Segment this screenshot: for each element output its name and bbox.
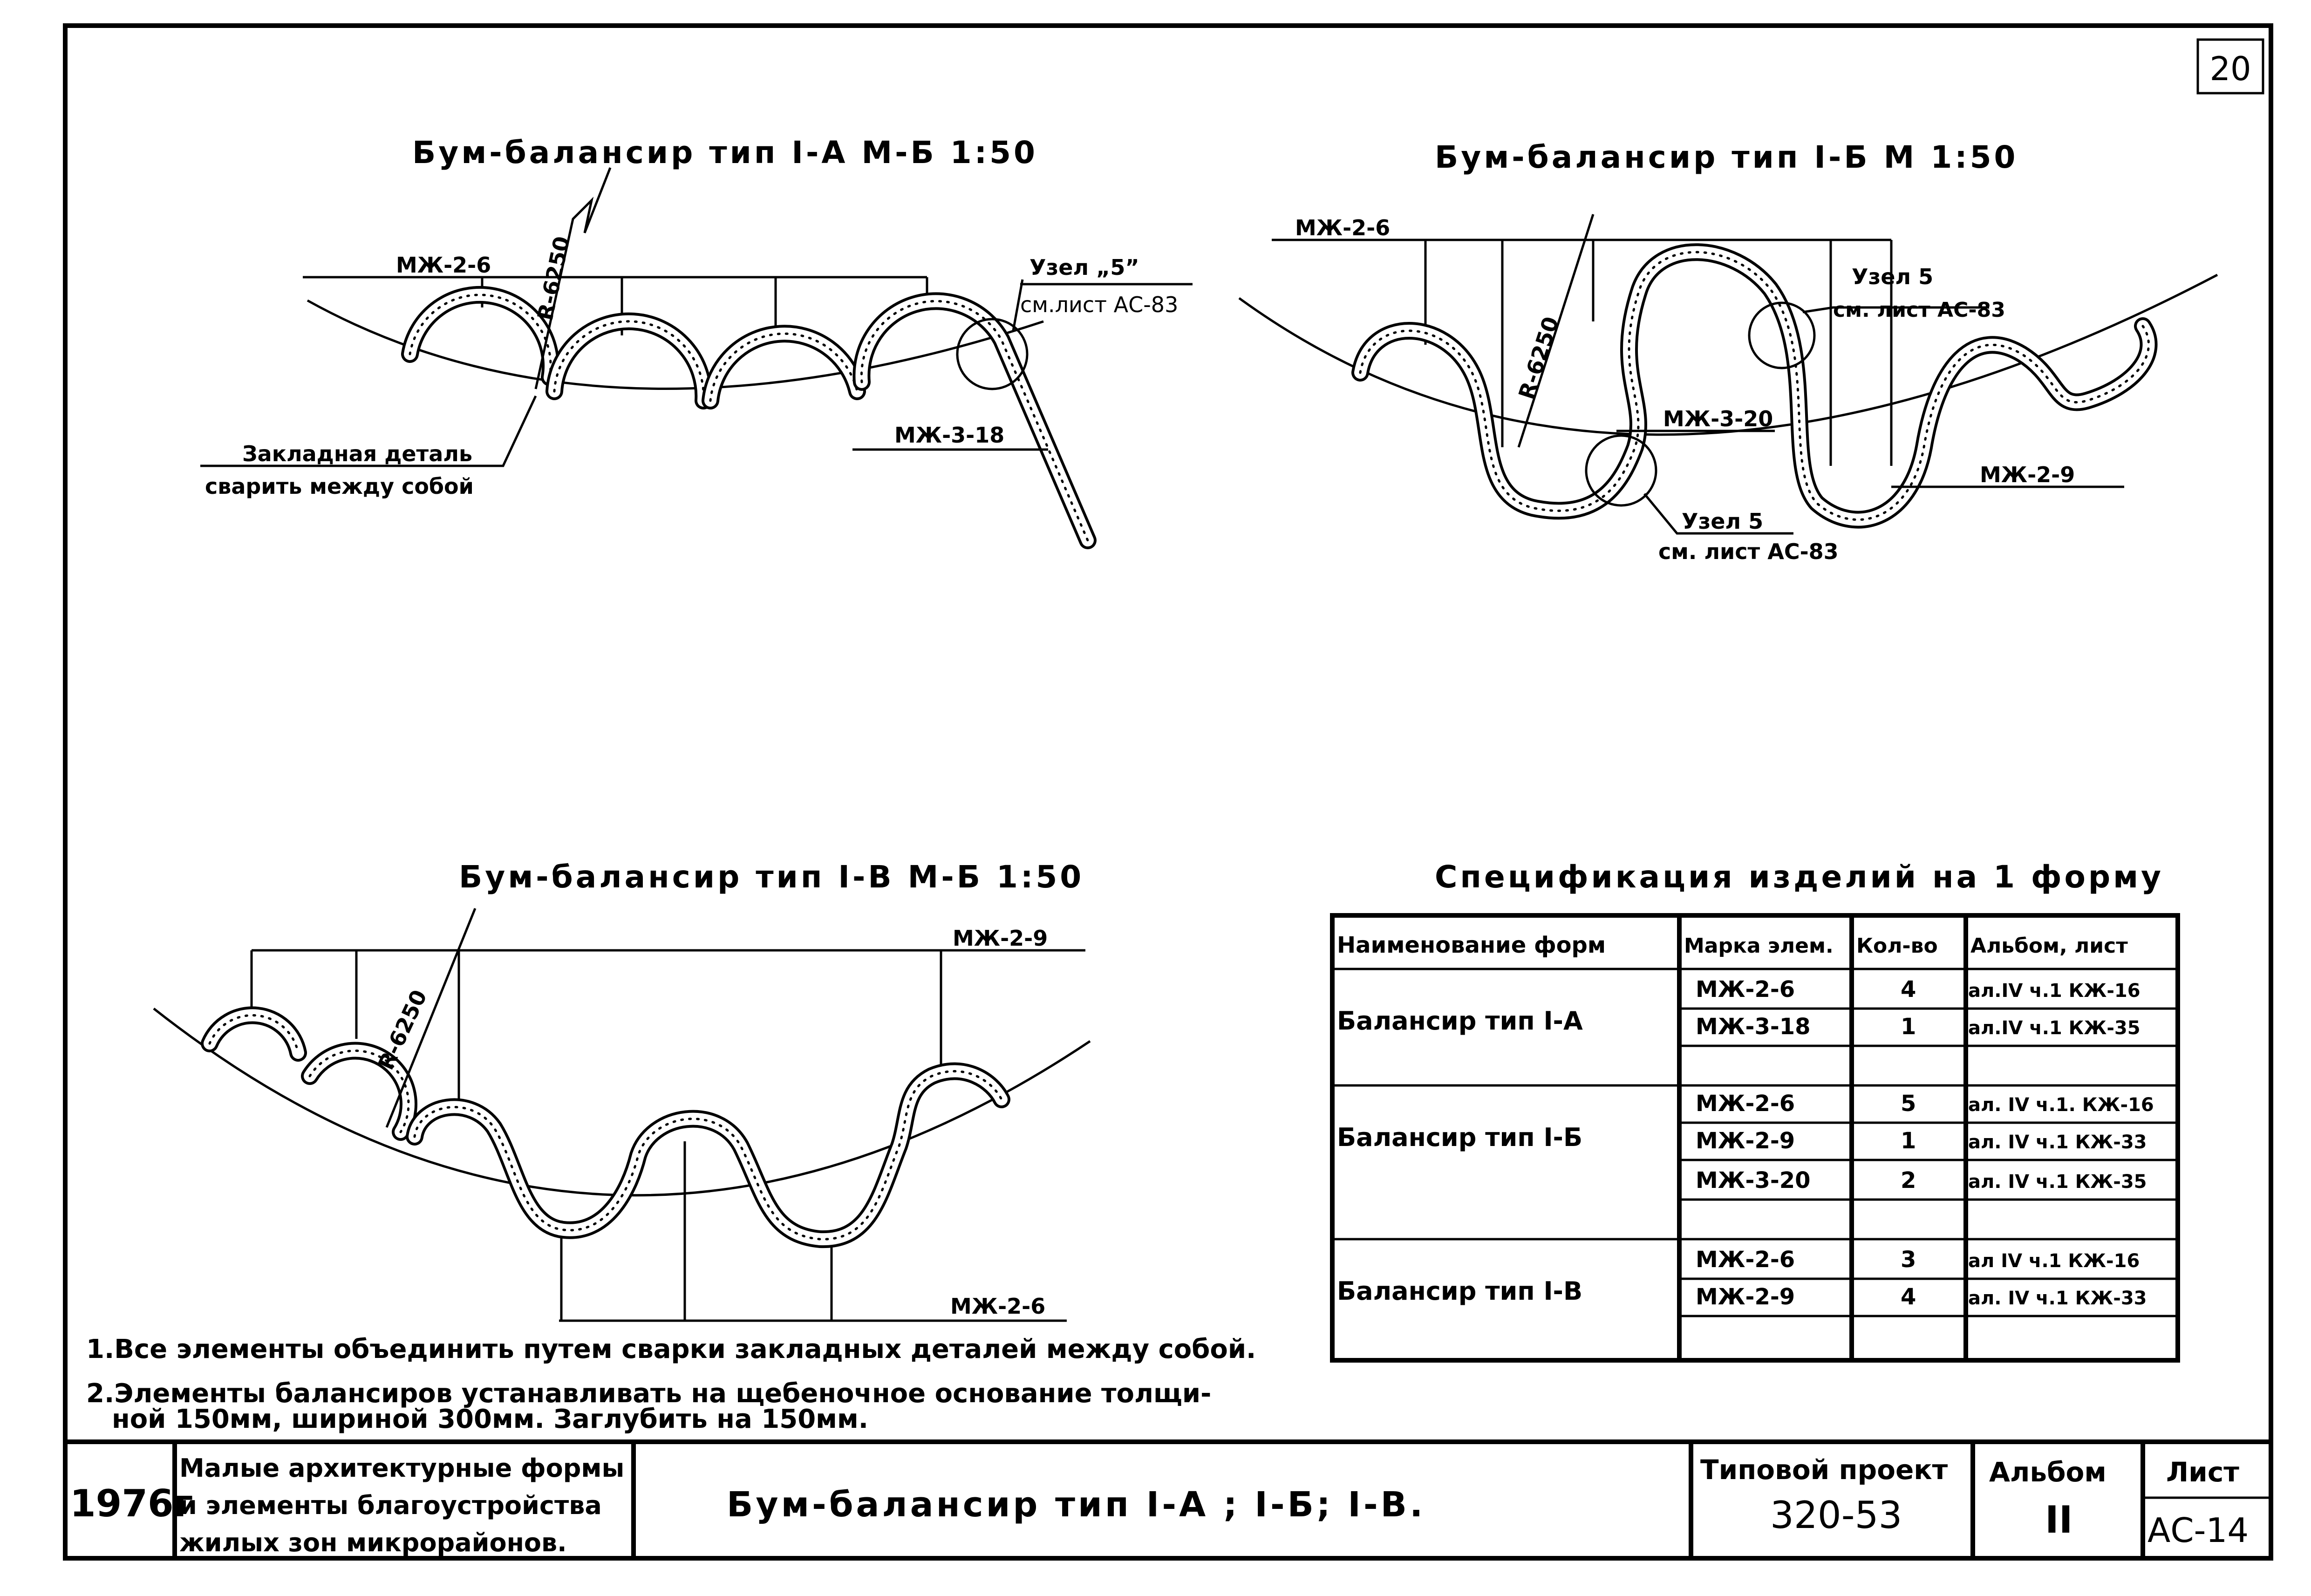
- spec-cell-qty: 2: [1901, 1167, 1916, 1194]
- drawing-a-node-label-1: Узел „5”: [1029, 255, 1139, 280]
- stamp-org-2: и элементы благоустройства: [179, 1491, 602, 1520]
- spec-cell-mark: МЖ-2-9: [1696, 1284, 1795, 1310]
- drawing-b-label-top: МЖ-2-6: [1295, 215, 1391, 240]
- spec-cell-ref: ал.IV ч.1 КЖ-35: [1968, 1017, 2141, 1039]
- spec-cell-ref: ал. IV ч.1 КЖ-33: [1968, 1288, 2147, 1309]
- drawing-a-part-label-1: Закладная деталь: [242, 441, 473, 466]
- spec-cell-mark: МЖ-3-20: [1696, 1167, 1811, 1194]
- stamp-sheet-code: АС-14: [2147, 1511, 2249, 1550]
- drawing-a-arches: [410, 295, 1088, 540]
- drawing-b-title: Бум-балансир тип I-Б М 1:50: [1435, 139, 2018, 175]
- spec-cell-qty: 5: [1901, 1091, 1916, 1117]
- drawing-b: [1239, 139, 2217, 564]
- drawing-c-wave: [210, 1015, 1002, 1239]
- spec-cell-qty: 4: [1901, 976, 1916, 1003]
- drawing-c-radius: R-6250: [373, 986, 432, 1074]
- spec-header-name: Наименование форм: [1337, 932, 1606, 958]
- spec-cell-ref: ал IV ч.1 КЖ-16: [1968, 1250, 2140, 1272]
- spec-cell-qty: 1: [1901, 1014, 1916, 1040]
- spec-cell-mark: МЖ-3-18: [1696, 1014, 1811, 1040]
- drawing-b-node-top-1: Узел 5: [1852, 264, 1934, 289]
- drawing-c-label-top: МЖ-2-9: [953, 926, 1048, 951]
- spec-cell-ref: ал. IV ч.1. КЖ-16: [1968, 1094, 2154, 1116]
- stamp-year: 1976г: [70, 1482, 193, 1525]
- spec-title: Спецификация изделий на 1 форму: [1435, 859, 2164, 895]
- spec-header-ref: Альбом, лист: [1970, 934, 2128, 958]
- stamp-drawing-title: Бум-балансир тип I-А ; I-Б; I-В.: [727, 1485, 1426, 1525]
- note-1: 1.Все элементы объединить путем сварки закладных деталей между собой.: [86, 1334, 1256, 1364]
- drawing-b-mid-label: МЖ-3-20: [1663, 406, 1773, 431]
- spec-cell-mark: МЖ-2-9: [1696, 1128, 1795, 1154]
- drawing-a-label-top: МЖ-2-6: [396, 252, 491, 278]
- drawing-a-node-label-2: см.лист АС-83: [1020, 292, 1179, 317]
- note-2-cont: ной 150мм, шириной 300мм. Заглубить на 150мм.: [112, 1404, 868, 1434]
- spec-cell-qty: 1: [1901, 1128, 1916, 1154]
- drawing-b-node-bottom-2: см. лист АС-83: [1658, 539, 1839, 564]
- stamp-org-1: Малые архитектурные формы: [179, 1453, 625, 1483]
- note-2: 2.Элементы балансиров устанавливать на щебеночное основание толщи-: [86, 1378, 1212, 1409]
- stamp-org-3: жилых зон микрорайонов.: [179, 1528, 567, 1557]
- drawing-c-label-bottom: МЖ-2-6: [950, 1294, 1046, 1319]
- drawing-b-right-label: МЖ-2-9: [1980, 462, 2075, 487]
- drawing-c: [154, 859, 1090, 1321]
- drawing-a-title: Бум-балансир тип I-А М-Б 1:50: [412, 135, 1038, 171]
- spec-cell-mark: МЖ-2-6: [1696, 1247, 1795, 1273]
- spec-cell-qty: 4: [1901, 1284, 1916, 1310]
- stamp-project-number: 320-53: [1770, 1494, 1902, 1537]
- spec-cell-ref: ал. IV ч.1 КЖ-33: [1968, 1132, 2147, 1153]
- spec-cell-ref: ал. IV ч.1 КЖ-35: [1968, 1171, 2147, 1193]
- drawing-b-node-bottom-1: Узел 5: [1682, 509, 1764, 534]
- drawing-c-title: Бум-балансир тип I-В М-Б 1:50: [459, 859, 1084, 895]
- notes: [86, 1334, 1256, 1434]
- stamp-sheet-label: Лист: [2166, 1456, 2239, 1488]
- spec-cell-mark: МЖ-2-6: [1696, 1091, 1795, 1117]
- drawing-b-node-top-2: см. лист АС-83: [1833, 298, 2005, 322]
- drawing-a-side-label: МЖ-3-18: [894, 423, 1005, 448]
- stamp-album-label: Альбом: [1989, 1456, 2106, 1488]
- spec-group-name: Балансир тип I-В: [1337, 1276, 1583, 1306]
- title-block: [65, 1442, 2271, 1558]
- drawing-b-radius: R-6250: [1513, 314, 1564, 402]
- drawing-a: [200, 135, 1193, 540]
- spec-group-name: Балансир тип I-А: [1337, 1006, 1583, 1036]
- spec-cell-mark: МЖ-2-6: [1696, 976, 1795, 1003]
- spec-table: [1332, 859, 2178, 1360]
- spec-group-name: Балансир тип I-Б: [1337, 1123, 1583, 1152]
- drawing-a-radius: R-6250: [532, 234, 575, 323]
- drawing-a-part-label-2: сварить между собой: [205, 474, 474, 499]
- sheet-number: 20: [2209, 50, 2251, 88]
- spec-header-qty: Кол-во: [1856, 934, 1938, 958]
- spec-cell-ref: ал.IV ч.1 КЖ-16: [1968, 980, 2141, 1002]
- spec-cell-qty: 3: [1901, 1247, 1916, 1273]
- stamp-project-label: Типовой проект: [1700, 1454, 1948, 1486]
- stamp-album-number: II: [2045, 1498, 2073, 1541]
- spec-header-mark: Марка элем.: [1684, 934, 1834, 958]
